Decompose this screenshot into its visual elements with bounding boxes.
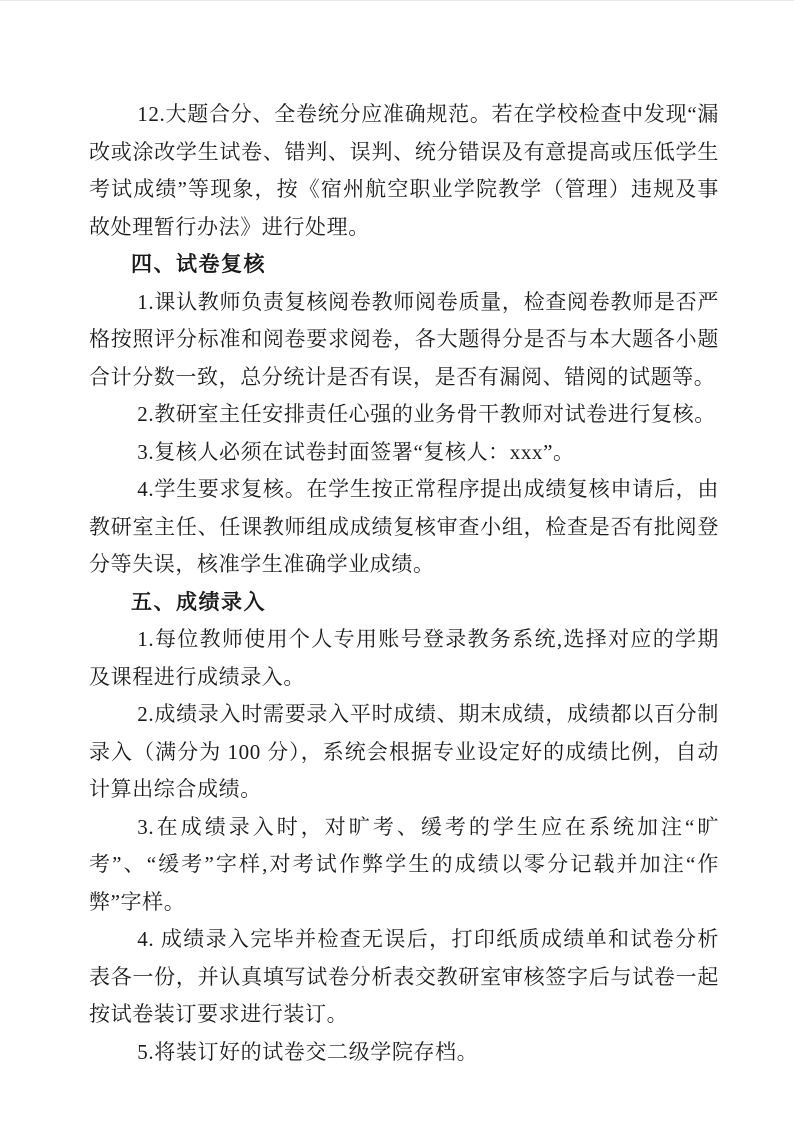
paragraph-entry-1: 1.每位教师使用个人专用账号登录教务系统,选择对应的学期及课程进行成绩录入。 [89,627,719,689]
section-heading-5-grade-entry: 五、成绩录入 [131,589,266,614]
paragraph-entry-5: 5.将装订好的试卷交二级学院存档。 [137,1039,479,1064]
paragraph-review-2: 2.教研室主任安排责任心强的业务骨干教师对试卷进行复核。 [137,402,716,426]
paragraph-review-3: 3.复核人必须在试卷封面签署“复核人：xxx”。 [137,439,575,464]
paragraph-12-grading-totals: 12.大题合分、全卷统分应准确规范。若在学校检查中发现“漏改或涂改学生试卷、错判、误判、统分错误及有意提高或压低学生考试成绩”等现象，按《宿州航空职业学院教学（管理）违规及事故处理暂行办法》进行处理。 [89,102,719,239]
paragraph-entry-4: 4. 成绩录入完毕并检查无误后，打印纸质成绩单和试卷分析表各一份，并认真填写试卷分析表交教研室审核签字后与试卷一起按试卷装订要求进行装订。 [89,927,719,1026]
paragraph-entry-3: 3.在成绩录入时，对旷考、缓考的学生应在系统加注“旷考”、“缓考”字样,对考试作弊学生的成绩以零分记载并加注“作弊”字样。 [89,814,719,914]
document-body [89,96,719,1071]
page-top-edge [0,0,794,1]
section-heading-4-paper-review: 四、试卷复核 [131,252,266,276]
paragraph-entry-2: 2.成绩录入时需要录入平时成绩、期末成绩，成绩都以百分制录入（满分为 100 分），系统会根据专业设定好的成绩比例，自动计算出综合成绩。 [89,702,719,801]
paragraph-review-1: 1.课认教师负责复核阅卷教师阅卷质量，检查阅卷教师是否严格按照评分标准和阅卷要求阅卷，各大题得分是否与本大题各小题合计分数一致，总分统计是否有误，是否有漏阅、错阅的试题等。 [89,289,719,389]
paragraph-review-4: 4.学生要求复核。在学生按正常程序提出成绩复核申请后，由教研室主任、任课教师组成成绩复核审查小组，检查是否有批阅登分等失误，核准学生准确学业成绩。 [89,477,719,576]
